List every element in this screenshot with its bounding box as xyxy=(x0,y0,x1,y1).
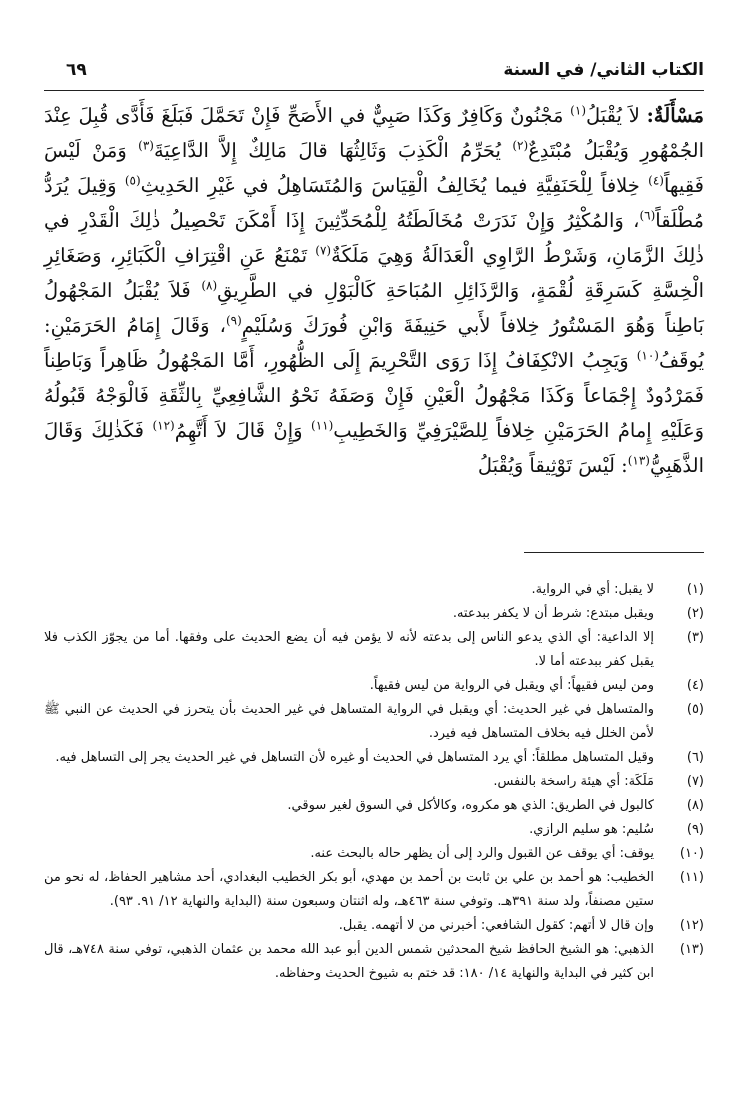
footnote-text: مَلَكَة: أي هيئة راسخة بالنفس. xyxy=(493,774,654,789)
footnote-item xyxy=(44,866,704,914)
footnote-item xyxy=(44,698,704,746)
footnote-ref[interactable]: (٦) xyxy=(639,208,656,223)
text-segment: تَمْنَعُ عَنِ اقْتِرَافِ الْكَبَائِرِ، وَصَغَائِرِ الْخِسَّةِ كَسَرِقَةِ لُقْمَةٍ، وَالرَّذَائِلِ المُبَاحَةِ كَالْبَوْلِ في الطَّرِيقِ xyxy=(44,244,704,302)
footnote-text: سُليم: هو سليم الرازي. xyxy=(529,822,654,837)
footnote-number: (٤) xyxy=(686,678,704,693)
footnote-item xyxy=(44,626,704,674)
running-title: الكتاب الثاني/ في السنة xyxy=(503,60,704,80)
footnote-text: لا يقبل: أي في الرواية. xyxy=(531,582,654,597)
text-segment: خِلافاً لِلْحَنَفِيَّةِ فيما يُخَالِفُ الْقِيَاسَ وَالمُتَسَاهِلُ في غَيْرِ الحَدِيثِ xyxy=(140,174,649,197)
text-segment: ، وَقَالَ إِمَامُ الحَرَمَيْنِ: يُوقَفُ xyxy=(44,314,704,372)
footnote-ref[interactable]: (٩) xyxy=(225,313,242,328)
footnote-number: (٨) xyxy=(686,798,704,813)
text-segment: يُحَرِّمُ الْكَذِبَ وَثَالِثُهَا قالَ مَالِكٌ إِلاَّ الدَّاعِيَةَ xyxy=(153,139,513,162)
footnote-ref[interactable]: (١١) xyxy=(311,418,334,433)
footnote-text: الذهبي: هو الشيخ الحافظ شيخ المحدثين شمس الدين أبو عبد الله محمد بن عثمان الذهبي، توفي سنة ٧٤٨هـ، قال ابن كثير في البداية والنهاية ١٤/ ١٨٠: قد ختم به شيوخ الحديث وحفاظه. xyxy=(44,942,654,981)
section-heading: مَسْأَلَةٌ: xyxy=(646,104,704,127)
footnote-number: (١) xyxy=(686,582,704,597)
text-segment: وَقِيلَ يُرَدُّ مُطْلَقاً xyxy=(44,174,704,232)
page-header xyxy=(44,56,704,91)
footnote-number: (٢) xyxy=(686,606,704,621)
footnote-number: (١٢) xyxy=(679,918,704,933)
footnotes-divider xyxy=(524,552,704,553)
text-segment: لاَ يُقْبَلُ xyxy=(586,104,647,127)
footnote-ref[interactable]: (٣) xyxy=(138,138,154,153)
footnote-ref[interactable]: (١٠) xyxy=(636,348,659,363)
footnote-ref[interactable]: (٢) xyxy=(512,138,529,153)
footnote-ref[interactable]: (٨) xyxy=(201,278,218,293)
footnote-number: (٣) xyxy=(686,630,704,645)
footnote-text: يوقف: أي يوقف عن القبول والرد إلى أن يظهر حاله بالبحث عنه. xyxy=(310,846,654,861)
text-segment: وَإِنْ قَالَ لاَ أَتَّهِمُ xyxy=(174,419,312,442)
text-segment: : لَيْسَ تَوْثِيقاً وَيُقْبَلُ xyxy=(477,454,628,477)
footnote-item xyxy=(44,602,704,626)
footnote-item xyxy=(44,770,704,794)
footnote-text: الخطيب: هو أحمد بن علي بن ثابت بن أحمد بن مهدي، أبو بكر الخطيب البغدادي، أحد مشاهير الحفاظ، له نحو من ستين مصنفاً، ولد سنة ٣٩١هـ. وتوفي سنة ٤٦٣هـ، وله اثنتان وسبعون سنة (البداية والنهاية ١٢/ ٩١. ٩٣). xyxy=(44,870,654,909)
footnote-item xyxy=(44,818,704,842)
footnote-number: (٦) xyxy=(686,750,704,765)
footnote-text: وقيل المتساهل مطلقاً: أي يرد المتساهل في الحديث أو غيره لأن التساهل في غير الحديث يجر إلى التساهل فيه. xyxy=(55,750,654,765)
footnote-ref[interactable]: (٧) xyxy=(315,243,332,258)
footnote-number: (١٣) xyxy=(679,942,704,957)
footnote-text: كالبول في الطريق: الذي هو مكروه، وكالأكل في السوق لغير سوقي. xyxy=(287,798,654,813)
footnote-number: (١١) xyxy=(679,870,704,885)
page-number: ٦٩ xyxy=(66,60,87,80)
main-text xyxy=(44,98,704,483)
footnote-text: ويقبل مبتدع: شرط أن لا يكفر ببدعته. xyxy=(452,606,654,621)
text-segment: وَمَنْ لَيْسَ فَقِيهاً xyxy=(44,139,704,197)
footnote-ref[interactable]: (١٢) xyxy=(152,418,175,433)
footnote-text: والمتساهل في غير الحديث: أي ويقبل في الرواية المتساهل في غير الحديث بأن يتحرز في الحديث عن النبي ﷺ لأمن الخلل فيه بخلاف المتساهل فيه فيرد. xyxy=(44,702,654,741)
footnote-item xyxy=(44,578,704,602)
footnote-item xyxy=(44,674,704,698)
footnote-item xyxy=(44,938,704,986)
text-segment: فَكَذٰلِكَ وَقَالَ الذَّهَبِيُّ xyxy=(44,419,704,477)
footnote-text: ومن ليس فقيهاً: أي ويقبل في الرواية من ليس فقيهاً. xyxy=(369,678,654,693)
footnote-item xyxy=(44,842,704,866)
footnote-number: (١٠) xyxy=(679,846,704,861)
book-page xyxy=(44,0,704,1104)
footnote-number: (٧) xyxy=(686,774,704,789)
footnote-ref[interactable]: (٥) xyxy=(124,173,141,188)
footnote-ref[interactable]: (١٣) xyxy=(627,453,650,468)
text-segment: ، وَالمُكْثِرُ وَإِنْ نَدَرَتْ مُخَالَطَتُهُ لِلْمُحَدِّثِينَ إِذَا أَمْكَنَ تَحْصِيلُ ذٰلِكَ الْقَدْرِ في ذٰلِكَ الزَّمَانِ، وَشَرْطُ الرَّاوِي الْعَدَالَةُ وَهِيَ مَلَكَةٌ xyxy=(44,209,704,267)
footnote-text: إلا الداعية: أي الذي يدعو الناس إلى بدعته لأنه لا يؤمن فيه أن يضع الحديث على وفقها. أما من يجوّز الكذب فلا يقبل كفر ببدعته أما لا. xyxy=(44,630,654,669)
footnote-number: (٥) xyxy=(686,702,704,717)
text-segment: فَلاَ يُقْبَلُ المَجْهُولُ بَاطِناً وَهُوَ المَسْتُورُ خِلافاً لأَبي حَنِيفَةَ وَابْنِ فُورَكَ وَسُلَيْمٍ xyxy=(44,279,704,337)
footnote-number: (٩) xyxy=(686,822,704,837)
footnote-ref[interactable]: (٤) xyxy=(648,173,664,188)
footnotes-list xyxy=(44,578,704,986)
footnote-item xyxy=(44,914,704,938)
footnote-text: وإن قال لا أتهم: كقول الشافعي: أخبرني من لا أتهمه. يقبل. xyxy=(338,918,654,933)
footnote-item xyxy=(44,746,704,770)
text-segment: مَجْنُونٌ وَكَافِرٌ وَكَذَا صَبِيٌّ في الأَصَحِّ فَإِنْ تَحَمَّلَ فَبَلَغَ فَأَدَّى قُبِلَ عِنْدَ الجُمْهُورِ وَيُقْبَلُ مُبْتَدِعٌ xyxy=(44,104,705,162)
text-segment: وَيَجِبُ الانْكِفَافُ إِذَا رَوَى التَّحْرِيمَ إِلَى الظُّهُورِ، أَمَّا المَجْهُولُ ظَاهِراً وَبَاطِناً فَمَرْدُودٌ إِجْمَاعاً وَكَذَا مَجْهُولُ الْعَيْنِ فَإِنْ وَصَفَهُ نَحْوُ الشَّافِعِيِّ بِالثِّقَةِ فَالْوَجْهُ قَبُولُهُ وَعَلَيْهِ إِمامُ الحَرَمَيْنِ خِلافاً لِلصَّيْرَفِيِّ وَالخَطِيبِ xyxy=(44,349,705,442)
footnote-ref[interactable]: (١) xyxy=(570,103,586,118)
footnote-item xyxy=(44,794,704,818)
